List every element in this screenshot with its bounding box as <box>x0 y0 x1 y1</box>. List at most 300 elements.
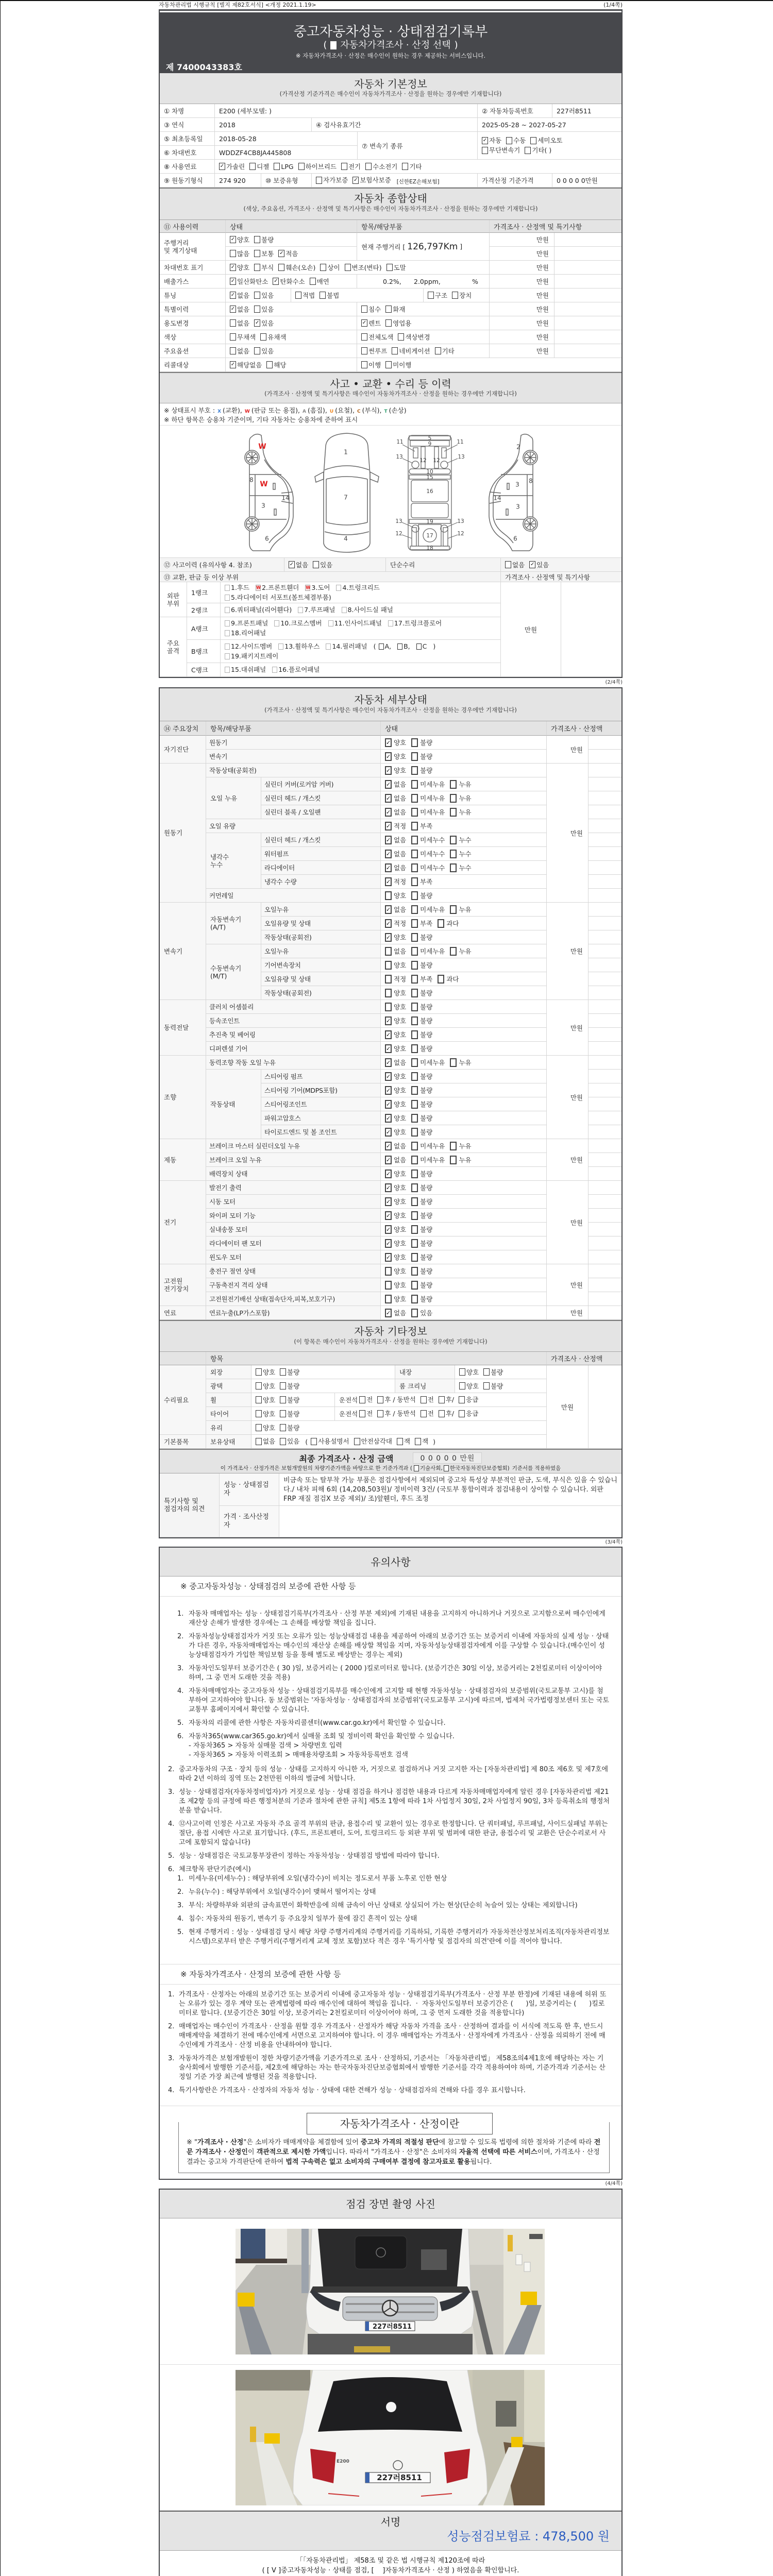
checkbox-unchecked[interactable] <box>483 1368 490 1376</box>
checkbox-unchecked[interactable] <box>225 653 230 659</box>
checkbox-option[interactable] <box>225 629 266 637</box>
checkbox-option[interactable] <box>385 1016 406 1025</box>
checkbox-checked[interactable] <box>529 561 535 568</box>
checkbox-option[interactable] <box>411 1211 432 1220</box>
checkbox-option[interactable] <box>415 1437 428 1446</box>
checkbox-option[interactable] <box>359 1396 373 1404</box>
checkbox-option[interactable] <box>361 346 387 355</box>
checkbox-option[interactable] <box>328 619 382 628</box>
checkbox-checked[interactable] <box>230 236 236 243</box>
checkbox-unchecked[interactable] <box>411 989 418 997</box>
checkbox-option[interactable] <box>385 360 411 369</box>
checkbox-unchecked[interactable] <box>274 163 280 170</box>
checkbox-unchecked[interactable] <box>280 1396 286 1403</box>
checkbox-option[interactable] <box>482 137 501 145</box>
checkbox-option[interactable] <box>411 752 432 761</box>
checkbox-option[interactable] <box>459 1410 478 1418</box>
checkbox-checked[interactable] <box>230 278 236 285</box>
checkbox-unchecked[interactable] <box>450 1142 457 1150</box>
checkbox-option[interactable] <box>310 277 329 286</box>
checkbox-option[interactable] <box>385 919 406 928</box>
checkbox-unchecked[interactable] <box>316 177 322 184</box>
checkbox-unchecked[interactable] <box>459 1396 465 1403</box>
checkbox-option[interactable] <box>230 304 249 314</box>
checkbox-unchecked[interactable] <box>254 292 260 299</box>
checkbox-option[interactable] <box>385 835 406 844</box>
checkbox-option[interactable] <box>280 1395 299 1404</box>
checkbox-option[interactable] <box>274 619 322 628</box>
checkbox-unchecked[interactable] <box>450 808 457 817</box>
checkbox-unchecked[interactable] <box>385 1281 392 1290</box>
checkbox-unchecked[interactable] <box>411 794 418 803</box>
checkbox-option[interactable] <box>352 176 391 184</box>
checkbox-option[interactable] <box>385 1169 406 1178</box>
checkbox-unchecked[interactable] <box>411 1183 418 1192</box>
checkbox-unchecked[interactable] <box>411 1253 418 1262</box>
checkbox-checked[interactable] <box>385 1044 392 1053</box>
mark-w-checkbox[interactable] <box>305 585 310 591</box>
checkbox-unchecked[interactable] <box>385 1003 392 1011</box>
checkbox-unchecked[interactable] <box>411 1030 418 1039</box>
checkbox-checked[interactable] <box>385 863 392 872</box>
checkbox-checked[interactable] <box>385 1030 392 1039</box>
checkbox-checked[interactable] <box>385 1183 392 1192</box>
checkbox-option[interactable] <box>280 1423 299 1432</box>
checkbox-option[interactable] <box>361 304 381 314</box>
checkbox-option[interactable] <box>385 766 406 775</box>
checkbox-unchecked[interactable] <box>411 808 418 817</box>
checkbox-option[interactable] <box>230 291 249 300</box>
checkbox-unchecked[interactable] <box>411 1072 418 1081</box>
checkbox-unchecked[interactable] <box>254 250 260 257</box>
checkbox-option[interactable] <box>225 652 278 660</box>
checkbox-option[interactable] <box>274 163 293 171</box>
checkbox-option[interactable] <box>385 863 406 872</box>
checkbox-option[interactable] <box>411 738 432 747</box>
checkbox-option[interactable] <box>336 584 379 592</box>
checkbox-unchecked[interactable] <box>439 1410 445 1417</box>
checkbox-unchecked[interactable] <box>415 1438 421 1445</box>
checkbox-unchecked[interactable] <box>359 1396 365 1403</box>
checkbox-option[interactable] <box>385 1252 406 1262</box>
checkbox-option[interactable] <box>450 863 471 872</box>
checkbox-unchecked[interactable] <box>385 989 392 997</box>
checkbox-option[interactable] <box>326 642 367 651</box>
checkbox-unchecked[interactable] <box>280 1438 286 1445</box>
checkbox-checked[interactable] <box>385 1156 392 1164</box>
checkbox-unchecked[interactable] <box>459 1410 465 1417</box>
checkbox-option[interactable] <box>530 137 562 145</box>
checkbox-unchecked[interactable] <box>385 975 392 984</box>
checkbox-option[interactable] <box>459 1367 479 1377</box>
checkbox-unchecked[interactable] <box>438 975 444 984</box>
checkbox-option[interactable] <box>278 263 315 272</box>
checkbox-option[interactable] <box>385 779 406 789</box>
checkbox-unchecked[interactable] <box>254 347 260 354</box>
checkbox-unchecked[interactable] <box>450 794 457 803</box>
checkbox-unchecked[interactable] <box>385 306 392 313</box>
checkbox-unchecked[interactable] <box>416 643 422 650</box>
checkbox-option[interactable] <box>411 1225 432 1234</box>
checkbox-option[interactable] <box>361 360 381 369</box>
checkbox-option[interactable] <box>411 1280 432 1290</box>
checkbox-checked[interactable] <box>385 808 392 817</box>
checkbox-unchecked[interactable] <box>256 1424 262 1431</box>
checkbox-unchecked[interactable] <box>450 780 457 789</box>
checkbox-option[interactable] <box>385 1294 406 1303</box>
checkbox-unchecked[interactable] <box>411 863 418 872</box>
checkbox-option[interactable] <box>377 1396 415 1404</box>
checkbox-unchecked[interactable] <box>482 147 488 154</box>
checkbox-checked[interactable] <box>385 1072 392 1081</box>
checkbox-option[interactable] <box>411 1086 432 1095</box>
checkbox-checked[interactable] <box>385 1100 392 1109</box>
checkbox-unchecked[interactable] <box>411 919 418 928</box>
checkbox-option[interactable] <box>385 877 406 886</box>
checkbox-unchecked[interactable] <box>254 306 260 313</box>
checkbox-option[interactable] <box>385 807 406 817</box>
checkbox-unchecked[interactable] <box>266 361 273 368</box>
checkbox-unchecked[interactable] <box>411 877 418 886</box>
checkbox-unchecked[interactable] <box>354 1438 360 1445</box>
checkbox-checked[interactable] <box>230 292 236 299</box>
checkbox-option[interactable] <box>459 1396 478 1404</box>
checkbox-option[interactable] <box>385 1280 406 1290</box>
checkbox-option[interactable] <box>260 332 286 342</box>
checkbox-option[interactable] <box>230 332 256 342</box>
checkbox-option[interactable] <box>320 291 339 300</box>
checkbox-option[interactable] <box>411 1030 432 1039</box>
checkbox-option[interactable] <box>411 1252 432 1262</box>
checkbox-option[interactable] <box>450 1155 471 1164</box>
checkbox-checked[interactable] <box>385 738 392 747</box>
checkbox-checked[interactable] <box>385 850 392 858</box>
checkbox-option[interactable] <box>345 263 382 272</box>
checkbox-checked[interactable] <box>219 163 225 170</box>
checkbox-option[interactable] <box>230 360 262 369</box>
checkbox-unchecked[interactable] <box>230 319 236 327</box>
checkbox-option[interactable] <box>414 1464 443 1472</box>
checkbox-unchecked[interactable] <box>398 333 404 341</box>
checkbox-unchecked[interactable] <box>359 1410 365 1417</box>
checkbox-checked[interactable] <box>385 1309 392 1317</box>
checkbox-option[interactable] <box>483 1367 503 1377</box>
checkbox-option[interactable] <box>411 1308 432 1317</box>
checkbox-checked[interactable] <box>361 319 367 327</box>
checkbox-unchecked[interactable] <box>280 1424 286 1431</box>
checkbox-unchecked[interactable] <box>256 1438 262 1445</box>
checkbox-unchecked[interactable] <box>342 607 347 613</box>
checkbox-unchecked[interactable] <box>439 1396 445 1403</box>
checkbox-option[interactable] <box>280 1409 299 1418</box>
checkbox-unchecked[interactable] <box>411 975 418 984</box>
checkbox-unchecked[interactable] <box>230 347 236 354</box>
checkbox-option[interactable] <box>385 1113 406 1123</box>
checkbox-option[interactable] <box>529 560 549 569</box>
checkbox-option[interactable] <box>385 1141 406 1150</box>
checkbox-unchecked[interactable] <box>411 738 418 747</box>
checkbox-option[interactable] <box>354 1437 392 1446</box>
checkbox-unchecked[interactable] <box>274 620 279 626</box>
checkbox-option[interactable] <box>385 960 406 970</box>
checkbox-unchecked[interactable] <box>450 1156 457 1164</box>
checkbox-option[interactable] <box>342 606 393 614</box>
checkbox-unchecked[interactable] <box>278 643 283 650</box>
checkbox-unchecked[interactable] <box>256 1396 262 1403</box>
checkbox-option[interactable] <box>230 263 249 272</box>
checkbox-option[interactable] <box>482 146 520 155</box>
checkbox-option[interactable] <box>295 291 315 300</box>
checkbox-checked[interactable] <box>385 1211 392 1220</box>
checkbox-option[interactable] <box>450 1141 471 1150</box>
checkbox-option[interactable] <box>450 779 471 789</box>
checkbox-unchecked[interactable] <box>411 836 418 844</box>
checkbox-checked[interactable] <box>385 1114 392 1123</box>
checkbox-option[interactable] <box>450 849 471 858</box>
checkbox-unchecked[interactable] <box>452 292 458 299</box>
checkbox-unchecked[interactable] <box>377 1410 383 1417</box>
checkbox-unchecked[interactable] <box>397 1438 403 1445</box>
checkbox-unchecked[interactable] <box>411 1003 418 1011</box>
checkbox-option[interactable] <box>359 1410 373 1418</box>
checkbox-unchecked[interactable] <box>298 163 305 170</box>
checkbox-unchecked[interactable] <box>450 1058 457 1067</box>
checkbox-option[interactable] <box>411 1099 432 1109</box>
checkbox-option[interactable] <box>256 1423 275 1432</box>
checkbox-option[interactable] <box>452 291 472 300</box>
checkbox-option[interactable] <box>385 1211 406 1220</box>
checkbox-unchecked[interactable] <box>341 163 347 170</box>
checkbox-option[interactable] <box>392 346 430 355</box>
checkbox-checked[interactable] <box>385 1239 392 1248</box>
checkbox-option[interactable] <box>254 263 274 272</box>
checkbox-option[interactable] <box>439 1410 454 1418</box>
checkbox-option[interactable] <box>379 642 392 651</box>
checkbox-unchecked[interactable] <box>411 1086 418 1095</box>
checkbox-unchecked[interactable] <box>278 264 284 271</box>
checkbox-option[interactable] <box>411 1127 432 1137</box>
checkbox-unchecked[interactable] <box>260 333 266 341</box>
checkbox-option[interactable] <box>411 960 432 970</box>
checkbox-option[interactable] <box>225 606 292 614</box>
checkbox-option[interactable] <box>377 1410 415 1418</box>
checkbox-checked[interactable] <box>273 278 279 285</box>
checkbox-checked[interactable] <box>254 319 260 327</box>
checkbox-option[interactable] <box>256 1367 275 1377</box>
checkbox-unchecked[interactable] <box>392 347 398 354</box>
checkbox-option[interactable] <box>506 137 526 145</box>
checkbox-option[interactable] <box>421 1410 434 1418</box>
checkbox-unchecked[interactable] <box>256 1382 262 1389</box>
checkbox-unchecked[interactable] <box>385 361 392 368</box>
checkbox-option[interactable] <box>385 1225 406 1234</box>
checkbox-option[interactable] <box>525 146 551 155</box>
checkbox-unchecked[interactable] <box>298 607 303 613</box>
checkbox-option[interactable] <box>256 1395 275 1404</box>
checkbox-unchecked[interactable] <box>421 1396 427 1403</box>
checkbox-checked[interactable] <box>385 1253 392 1262</box>
checkbox-unchecked[interactable] <box>411 1267 418 1276</box>
checkbox-option[interactable] <box>289 560 308 569</box>
checkbox-unchecked[interactable] <box>280 1410 286 1417</box>
checkbox-option[interactable] <box>225 666 266 674</box>
checkbox-option[interactable] <box>450 946 471 956</box>
checkbox-option[interactable] <box>385 933 406 942</box>
checkbox-unchecked[interactable] <box>411 1016 418 1025</box>
checkbox-checked[interactable] <box>385 1142 392 1150</box>
checkbox-option[interactable] <box>385 1099 406 1109</box>
checkbox-unchecked[interactable] <box>402 163 408 170</box>
checkbox-unchecked[interactable] <box>530 137 536 144</box>
checkbox-unchecked[interactable] <box>345 264 351 271</box>
checkbox-unchecked[interactable] <box>361 333 367 341</box>
checkbox-option[interactable] <box>411 807 445 817</box>
checkbox-option[interactable] <box>411 988 432 997</box>
checkbox-option[interactable] <box>428 291 447 300</box>
checkbox-option[interactable] <box>254 304 274 314</box>
checkbox-unchecked[interactable] <box>459 1368 465 1376</box>
checkbox-unchecked[interactable] <box>525 147 531 154</box>
checkbox-unchecked[interactable] <box>272 667 277 673</box>
checkbox-option[interactable] <box>219 162 245 171</box>
checkbox-option[interactable] <box>397 1437 410 1446</box>
checkbox-option[interactable] <box>411 766 432 775</box>
checkbox-option[interactable] <box>256 1437 275 1446</box>
checkbox-checked[interactable] <box>230 264 236 271</box>
checkbox-option[interactable] <box>311 1437 349 1446</box>
checkbox-unchecked[interactable] <box>411 1100 418 1109</box>
checkbox-unchecked[interactable] <box>505 561 511 568</box>
checkbox-unchecked[interactable] <box>310 278 316 285</box>
checkbox-unchecked[interactable] <box>421 1410 427 1417</box>
checkbox-checked[interactable] <box>385 919 392 928</box>
checkbox-unchecked[interactable] <box>411 766 418 775</box>
checkbox-checked[interactable] <box>385 933 392 942</box>
checkbox-option[interactable] <box>411 1266 432 1276</box>
checkbox-unchecked[interactable] <box>444 1465 449 1471</box>
checkbox-checked[interactable] <box>385 794 392 803</box>
checkbox-unchecked[interactable] <box>249 163 256 170</box>
checkbox-option[interactable] <box>438 919 459 928</box>
checkbox-unchecked[interactable] <box>411 1225 418 1234</box>
checkbox-option[interactable] <box>411 1294 432 1303</box>
checkbox-checked[interactable] <box>385 877 392 886</box>
checkbox-unchecked[interactable] <box>411 933 418 942</box>
checkbox-checked[interactable] <box>385 1016 392 1025</box>
checkbox-unchecked[interactable] <box>320 264 326 271</box>
checkbox-unchecked[interactable] <box>386 264 393 271</box>
checkbox-option[interactable] <box>411 835 445 844</box>
checkbox-unchecked[interactable] <box>411 1211 418 1220</box>
checkbox-unchecked[interactable] <box>256 1410 262 1417</box>
checkbox-option[interactable] <box>386 263 406 272</box>
checkbox-option[interactable] <box>505 560 525 569</box>
checkbox-option[interactable] <box>313 560 332 569</box>
checkbox-option[interactable] <box>385 946 406 956</box>
checkbox-option[interactable] <box>230 346 249 355</box>
checkbox-unchecked[interactable] <box>411 1295 418 1303</box>
checkbox-unchecked[interactable] <box>411 905 418 914</box>
checkbox-unchecked[interactable] <box>225 595 230 601</box>
checkbox-unchecked[interactable] <box>414 1465 419 1471</box>
checkbox-unchecked[interactable] <box>225 667 230 673</box>
checkbox-option[interactable] <box>225 642 272 651</box>
checkbox-option[interactable] <box>278 642 320 651</box>
checkbox-option[interactable] <box>444 1464 510 1472</box>
checkbox-option[interactable] <box>411 1141 445 1150</box>
checkbox-unchecked[interactable] <box>320 292 326 299</box>
checkbox-unchecked[interactable] <box>459 1382 465 1389</box>
checkbox-option[interactable] <box>411 891 432 900</box>
checkbox-unchecked[interactable] <box>450 850 457 858</box>
checkbox-unchecked[interactable] <box>313 561 319 568</box>
checkbox-option[interactable] <box>385 905 406 914</box>
checkbox-checked[interactable] <box>385 1058 392 1067</box>
checkbox-unchecked[interactable] <box>385 961 392 970</box>
checkbox-option[interactable] <box>402 162 422 171</box>
checkbox-unchecked[interactable] <box>254 264 260 271</box>
checkbox-option[interactable] <box>385 1266 406 1276</box>
checkbox-checked[interactable] <box>385 766 392 775</box>
checkbox-option[interactable] <box>411 1016 432 1025</box>
checkbox-option[interactable] <box>450 835 471 844</box>
checkbox-option[interactable] <box>385 821 406 831</box>
checkbox-option[interactable] <box>385 1239 406 1248</box>
checkbox-option[interactable] <box>361 318 381 328</box>
checkbox-unchecked[interactable] <box>450 836 457 844</box>
checkbox-option[interactable] <box>411 1058 445 1067</box>
price-service-checkbox[interactable] <box>330 41 337 49</box>
checkbox-unchecked[interactable] <box>450 905 457 914</box>
checkbox-option[interactable] <box>273 277 305 286</box>
checkbox-option[interactable] <box>320 263 340 272</box>
checkbox-checked[interactable] <box>385 1197 392 1206</box>
checkbox-checked[interactable] <box>385 1086 392 1095</box>
checkbox-option[interactable] <box>411 877 432 886</box>
checkbox-unchecked[interactable] <box>411 1114 418 1123</box>
checkbox-unchecked[interactable] <box>295 292 301 299</box>
checkbox-option[interactable] <box>416 642 427 651</box>
checkbox-option[interactable] <box>385 988 406 997</box>
checkbox-unchecked[interactable] <box>377 1396 383 1403</box>
checkbox-option[interactable] <box>272 666 320 674</box>
checkbox-option[interactable] <box>256 584 299 592</box>
checkbox-unchecked[interactable] <box>379 643 384 650</box>
checkbox-option[interactable] <box>365 162 397 171</box>
checkbox-option[interactable] <box>388 619 442 628</box>
checkbox-unchecked[interactable] <box>230 333 236 341</box>
checkbox-option[interactable] <box>254 318 274 328</box>
checkbox-option[interactable] <box>298 606 335 614</box>
checkbox-unchecked[interactable] <box>385 1295 392 1303</box>
checkbox-unchecked[interactable] <box>411 1170 418 1178</box>
checkbox-unchecked[interactable] <box>411 780 418 789</box>
checkbox-option[interactable] <box>280 1381 299 1391</box>
checkbox-checked[interactable] <box>385 836 392 844</box>
checkbox-option[interactable] <box>305 584 330 592</box>
checkbox-option[interactable] <box>411 849 445 858</box>
checkbox-option[interactable] <box>385 304 405 314</box>
checkbox-checked[interactable] <box>385 1128 392 1137</box>
checkbox-option[interactable] <box>450 793 471 803</box>
checkbox-unchecked[interactable] <box>411 1044 418 1053</box>
checkbox-checked[interactable] <box>385 752 392 761</box>
checkbox-option[interactable] <box>450 1058 471 1067</box>
checkbox-option[interactable] <box>385 318 411 328</box>
checkbox-option[interactable] <box>411 1072 432 1081</box>
checkbox-unchecked[interactable] <box>225 585 230 591</box>
checkbox-unchecked[interactable] <box>411 1197 418 1206</box>
